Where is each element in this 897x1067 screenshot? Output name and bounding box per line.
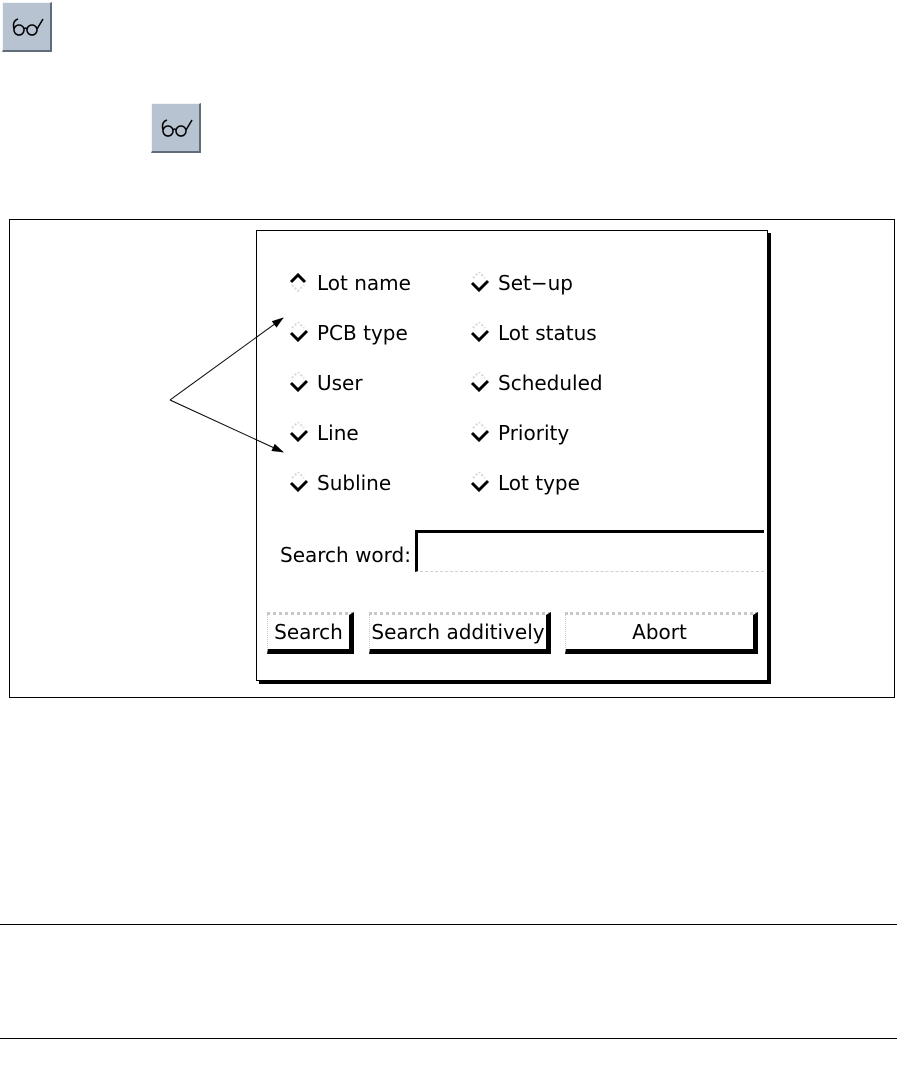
checkmark-down-icon[interactable] <box>468 472 494 494</box>
search-button[interactable]: Search <box>267 612 354 654</box>
search-option-priority[interactable] <box>468 418 569 448</box>
search-option-lot-name[interactable] <box>287 268 411 298</box>
search-option-lot-type[interactable] <box>468 468 580 498</box>
checkmark-down-icon[interactable] <box>468 272 494 294</box>
checkmark-down-icon[interactable] <box>468 322 494 344</box>
search-word-label: Search word: <box>280 543 411 567</box>
search-option-subline[interactable] <box>287 468 391 498</box>
search-option-label: Lot status <box>498 321 597 345</box>
search-option-label: Lot name <box>317 271 411 295</box>
abort-button[interactable]: Abort <box>565 612 758 654</box>
checkmark-down-icon[interactable] <box>468 372 494 394</box>
search-option-label: Set−up <box>498 271 573 295</box>
search-option-lot-status[interactable] <box>468 318 597 348</box>
search-option-pcb-type[interactable] <box>287 318 408 348</box>
search-option-line[interactable] <box>287 418 359 448</box>
checkmark-up-icon[interactable] <box>287 272 313 294</box>
checkmark-down-icon[interactable] <box>287 422 313 444</box>
checkmark-down-icon[interactable] <box>287 372 313 394</box>
search-option-label: PCB type <box>317 321 408 345</box>
search-option-label: Priority <box>498 421 570 445</box>
search-option-set-up[interactable] <box>468 268 573 298</box>
checkmark-down-icon[interactable] <box>287 322 313 344</box>
search-option-label: Lot type <box>498 471 580 495</box>
search-option-scheduled[interactable] <box>468 368 603 398</box>
divider-line <box>0 924 897 925</box>
search-option-label: Scheduled <box>498 371 603 395</box>
divider-line <box>0 1038 897 1039</box>
search-option-label: Subline <box>317 471 392 495</box>
search-option-user[interactable] <box>287 368 363 398</box>
search-additively-button[interactable]: Search additively <box>369 612 551 654</box>
search-option-label: Line <box>317 421 359 445</box>
search-word-input[interactable] <box>415 530 764 572</box>
checkmark-down-icon[interactable] <box>287 472 313 494</box>
checkmark-down-icon[interactable] <box>468 422 494 444</box>
search-option-label: User <box>317 371 363 395</box>
